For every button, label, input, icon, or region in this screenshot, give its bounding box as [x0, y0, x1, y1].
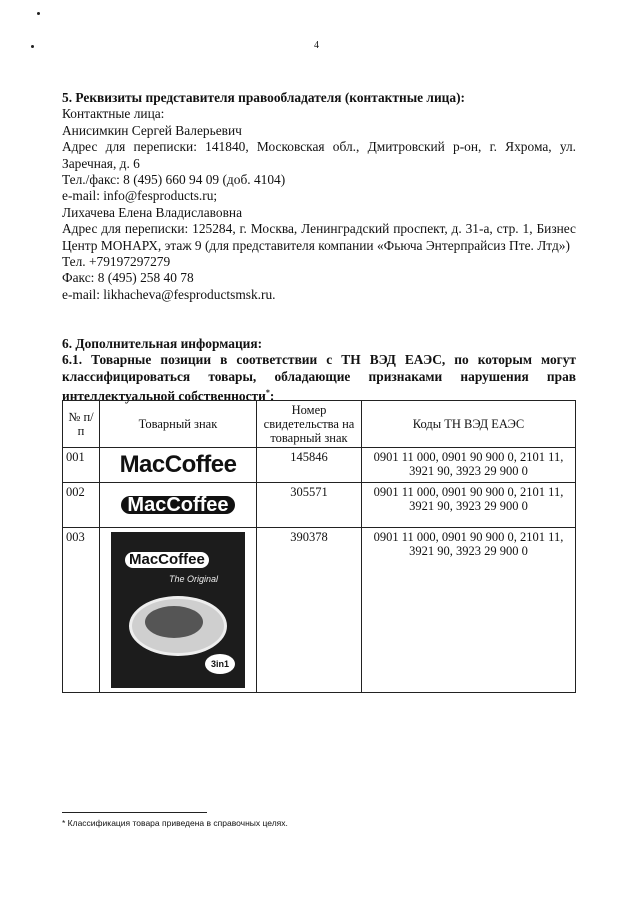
header-mark: Товарный знак	[100, 401, 257, 448]
contact-1-address: Адрес для переписки: 141840, Московская обл., Дмитровский р-он, г. Яхрома, ул. Заречная, д. 6	[62, 139, 576, 171]
section-6-1-text: 6.1. Товарные позиции в соответствии с ТН ВЭД ЕАЭС, по которым могут классифицироваться товары, обладающие признаками нарушения прав интеллектуальной собственности	[62, 352, 576, 404]
logo-text: MacCoffee	[125, 552, 209, 568]
row-cert: 145846	[257, 448, 362, 483]
row-codes: 0901 11 000, 0901 90 900 0, 2101 11, 3921 90, 3923 29 900 0	[362, 528, 576, 693]
row-codes: 0901 11 000, 0901 90 900 0, 2101 11, 3921 90, 3923 29 900 0	[362, 448, 576, 483]
header-codes: Коды ТН ВЭД ЕАЭС	[362, 401, 576, 448]
row-cert: 305571	[257, 483, 362, 528]
contact-1-email: e-mail: info@fesproducts.ru;	[62, 188, 218, 204]
contact-2-phone: Тел. +79197297279	[62, 254, 171, 270]
trademark-table	[62, 400, 576, 693]
maccoffee-logo-plain	[103, 450, 253, 480]
row-mark	[100, 483, 257, 528]
row-num: 002	[63, 483, 100, 528]
maccoffee-package-image	[111, 532, 245, 688]
scan-dot	[37, 12, 40, 15]
table-row	[63, 528, 576, 693]
row-cert: 390378	[257, 528, 362, 693]
table-row	[63, 483, 576, 528]
contact-2-fax: Факс: 8 (495) 258 40 78	[62, 270, 194, 286]
table-header-row	[63, 401, 576, 448]
page-number: 4	[314, 40, 319, 51]
header-num: № п/п	[63, 401, 100, 448]
footnote: * Классификация товара приведена в справочных целях.	[62, 818, 288, 828]
header-cert: Номер свидетельства на товарный знак	[257, 401, 362, 448]
logo-text: MacCoffee	[121, 496, 234, 514]
scan-dot	[31, 45, 34, 48]
row-mark	[100, 528, 257, 693]
row-codes: 0901 11 000, 0901 90 900 0, 2101 11, 3921 90, 3923 29 900 0	[362, 483, 576, 528]
section-5	[62, 90, 576, 303]
contact-2-address: Адрес для переписки: 125284, г. Москва, Ленинградский проспект, д. 31-а, стр. 1, Бизнес Центр МОНАРХ, этаж 9 (для представителя компании «Фьюча Энтерпрайсиз Пте. Лтд»)	[62, 221, 576, 253]
contact-1-name: Анисимкин Сергей Валерьевич	[62, 122, 242, 138]
row-mark	[100, 448, 257, 483]
footnote-divider	[62, 812, 207, 813]
package-tagline: The Original	[169, 574, 219, 584]
coffee-cup-inner	[145, 606, 203, 638]
logo-text: MacCoffee	[119, 451, 237, 478]
footnote-ref: *	[265, 388, 270, 398]
section-6-1-heading	[62, 352, 576, 405]
section-6-heading: 6. Дополнительная информация:	[62, 336, 263, 351]
section-5-heading: 5. Реквизиты представителя правообладателя (контактные лица):	[62, 90, 465, 105]
section-6	[62, 336, 576, 405]
heading-colon: :	[269, 388, 275, 404]
contact-2-name: Лихачева Елена Владиславовна	[62, 204, 243, 220]
contact-1-phone: Тел./факс: 8 (495) 660 94 09 (доб. 4104)	[62, 172, 286, 188]
row-num: 003	[63, 528, 100, 693]
contacts-label: Контактные лица:	[62, 106, 165, 122]
package-badge: 3in1	[205, 654, 235, 674]
table-row	[63, 448, 576, 483]
row-num: 001	[63, 448, 100, 483]
contact-2-email: e-mail: likhacheva@fesproductsmsk.ru.	[62, 286, 276, 302]
maccoffee-logo-badge	[103, 485, 253, 525]
